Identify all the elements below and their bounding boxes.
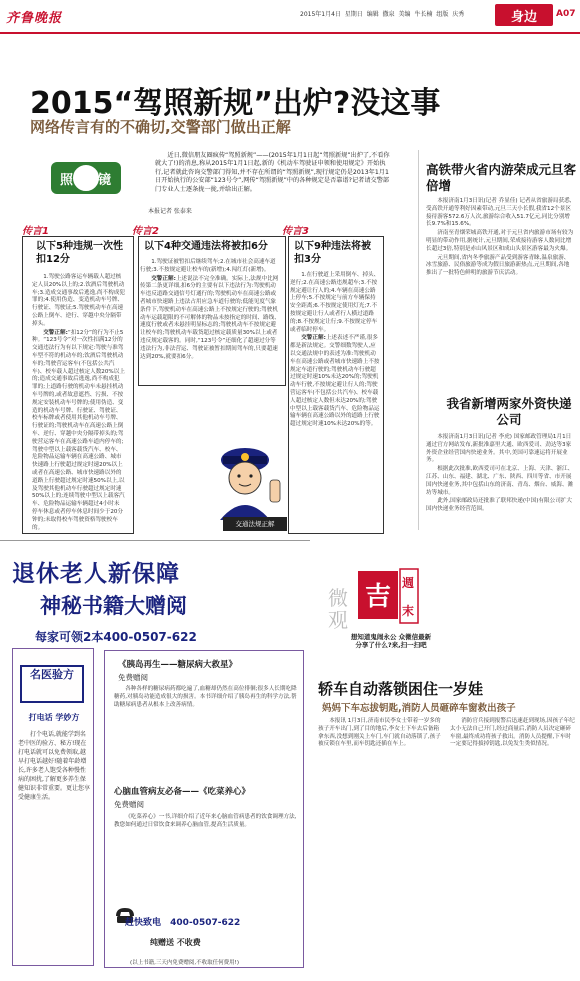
ad-left-title: 名医验方 — [20, 665, 84, 703]
paragraph: 元旦期间,省内冬季旅游产品受到游客青睐,温泉旅游、冰雪旅游、民俗旅游等成为假日旅游新热点,元旦期间,各地推出了一批特色鲜明的旅游节庆活动。 — [426, 254, 570, 277]
paragraph: 济南至青烟荣城高铁开通,对于元旦省内旅游市场有较为明显的带动作用,据统计,元旦期间,荣成接待游客人数同比增长超过3倍,特别是赤山风景区和成山头景区游客最为火爆。 — [426, 230, 574, 252]
svg-text:微: 微 — [328, 586, 348, 610]
ad-book-2-body: 《吃菜养心》一书,详细介绍了近年来心脑血管病患者的饮食调理方法,教您如何通过日常饮食来调养心脑血管,提高生活质量。 — [114, 814, 297, 828]
ad-left-body: 打个电话,就能学到名老中医的验方、秘方!现在打电话就可以免费领取,越早打电话越好!随着年龄增长,许多老人饱受各种慢性病的困扰,了解更多养生保健知识非常重要。更让您享受健康生活。 — [18, 731, 91, 801]
svg-text:镜: 镜 — [98, 173, 112, 188]
qr-promo-text: 想知道鬼闹永公 众微信最新分享了什么?来,扫一扫吧 — [350, 633, 432, 649]
rumor-2-heading: 以下4种交通违法将被扣6分 — [144, 241, 268, 252]
ad-footnote: (以上书籍,三天内免费赠阅,不收取任何费用!) — [130, 960, 239, 966]
rumor-2 — [132, 226, 280, 362]
rumor-2-answer-label: 交警正解: — [151, 275, 176, 282]
rumor-3-heading: 以下9种违法将被扣3分 — [294, 241, 371, 265]
story-high-speed-rail-title: 高铁带火省内游荣成元旦客倍增 — [426, 162, 577, 193]
rumor-2-answer: 上述说法不完全准确。实际上,法规中比网传第二条更详细,扣6分的主要有以下违法行为:驾驶机动车违反道路交通信号灯通行的;驾驶机动车在高速公路或者城市快速路上违法占用应急车道行驶的;低能见度气象条件下,驾驶机动车在高速公路上不按规定行驶的;驾驶机动车运载超限的不可解体的物品未按指定的时间、路线、速度行驶或者未悬挂明显标志的;驾驶机动车不按规定避让校车的;驾驶机动车载货超过核定载质量30%以上或者违反规定载客的。同时,“123号令”还细化了超速过分等违法行为,非法营运、驾驶证被暂扣期间驾车的,只要超速达到20%,就要扣6分。 — [140, 275, 280, 360]
police-officer-illustration — [190, 420, 300, 530]
svg-text:观: 观 — [328, 608, 348, 632]
main-subheadline: 网络传言有的不确切,交警部门做出正解 — [30, 118, 291, 136]
rumor-1-answer-label: 交警正解: — [43, 329, 68, 336]
svg-text:照: 照 — [60, 173, 74, 188]
story-high-speed-rail-body — [426, 198, 574, 279]
rumor-3-tag: 传言3 — [282, 226, 309, 237]
ad-free-label: 纯赠送 不收费 — [150, 938, 201, 947]
ad-left-call: 打电话 学妙方 — [28, 713, 80, 722]
page-number: A07 — [556, 9, 576, 19]
svg-text:吉: 吉 — [365, 582, 392, 612]
rumor-1-heading: 以下5种违规一次性扣12分 — [36, 241, 123, 265]
rumor-2-tag: 传言2 — [132, 226, 159, 237]
column-divider — [418, 150, 419, 530]
wechat-qr-promo — [318, 555, 423, 645]
story-express-title: 我省新增两家外资快递公司 — [446, 396, 572, 427]
ad-book-2-title: 心脑血管病友必备——《吃菜养心》 — [114, 787, 251, 797]
ad-book-1-body: 各种各样的糖尿病药都吃遍了,血糖却仍然在高位徘徊;很多人长期吃降糖药,对胰岛功能造成很大的损害。本书详细介绍了胰岛再生的科学方法,帮助糖尿病患者从根本上改善病情。 — [114, 686, 297, 708]
car-lock-story-title: 轿车自动落锁困住一岁娃 — [318, 680, 484, 698]
paragraph: 此外,国家邮政局还批准了联邦快递(中国)有限公司扩大国内快递业务经营范围。 — [426, 498, 572, 513]
svg-text:末: 末 — [402, 604, 415, 618]
rumor-2-body: 1.驾驶证被暂扣后继续驾车;2.在城市社会高速车道行驶;3.不按规定避让校车的(新增);4.闯红灯(新增)。 — [140, 259, 276, 273]
car-lock-story-col-1: 本报讯 1月3日,济南市民李女士带着一岁多的孩子开车出门,到了目的地后,李女士下车去后备箱拿东西,没想到刚关上车门,车门就自动落锁了,孩子被反锁在车里,而车钥匙还插在车上。 — [318, 718, 441, 748]
page-header — [0, 0, 580, 34]
edition-meta: 2015年1月4日 星期日 编辑 撒泉 美编 牛长楠 组版 庆秀 — [300, 11, 465, 18]
paragraph: 本报济南1月3日讯(记者 乔显佳) 记者从省旅游局获悉,受高铁开通等利好因素带动,元旦三天小长假,我省12个景区接待游客572.6万人次,旅游综合收入51.7亿元,同比分别增长9.7%和15.6%。 — [426, 198, 572, 228]
newspaper-logo: 齐鲁晚报 — [6, 11, 63, 26]
rumor-1-tag: 传言1 — [22, 226, 49, 237]
mirror-stamp-icon — [50, 158, 122, 198]
ad-book-2-free: 免费赠阅 — [114, 800, 144, 809]
paragraph: 根据此次批准,欧西爱司可在北京、上海、天津、浙江、江苏、山东、福建、湖北、广东、陕西、四川等省、市开展国内快递业务,其中包括山东的济南、青岛、烟台、威海、潍坊等城市。 — [426, 466, 574, 496]
traffic-law-label: 交通法规正解 — [223, 517, 287, 531]
rumor-3-body: 1.在行驶道上采用倒车、掉头、逆行;2.在高速公路违规超车;3.不按规定避让行人的;4.车辆在高速公路上停车;5.不按规定与前方车辆保持安全距离;6.不按规定使用灯光;7.不按规定避让行人或者行人横过道路的;8.不按规定让行;9.不按规定停车或者临时停车。 — [290, 272, 380, 333]
ad-headline-2: 神秘书籍大赠阅 — [40, 594, 187, 618]
article-byline: 本报记者 张泰来 — [148, 208, 192, 215]
rumor-1 — [22, 226, 125, 533]
car-lock-story-subtitle: 妈妈下车忘拔钥匙,消防人员砸碎车窗救出孩子 — [322, 703, 516, 714]
section-badge: 身边 — [495, 4, 553, 26]
car-lock-story-col-2: 消防官兵接到报警后迅速赶到现场,因孩子年纪太小无法自己开门,经过商量后,消防人员决定砸碎车窗,最终成功将孩子救出。消防人员提醒,下车时一定要记得拔掉钥匙,以免发生类似情况。 — [450, 718, 575, 748]
main-headline: 2015“驾照新规”出炉?没这事 — [30, 86, 441, 121]
ad-phone-line: 每家可领2本400-0507-622 — [35, 630, 197, 644]
svg-text:週: 週 — [402, 576, 415, 590]
story-express-body — [426, 434, 574, 515]
rumor-1-answer: “扣12分”的行为不止5种。“123号令”对一次性扣满12分的交通违法行为有以下规定:驾驶与准驾车型不符的机动车的;饮酒后驾驶机动车的;驾驶营运客车(不包括公共汽车)、校车载人超过核定人数20%以上的;造成交通事故后逃逸,尚不构成犯罪的;上道路行驶的机动车未悬挂机动车号牌的,或者故意遮挡、污损、不按规定安装机动车号牌的;使用伪造、变造的机动车号牌、行驶证、驾驶证、校车标牌或者使用其他机动车号牌、行驶证的;驾驶机动车在高速公路上倒车、逆行、穿越中央分隔带掉头的;驾驶营运客车在高速公路车道内停车的;驾驶中型以上载客载货汽车、校车、危险物品运输车辆在高速公路、城市快速路上行驶超过规定时速20%以上或者在高速公路、城市快速路以外的道路上行驶超过规定时速50%以上,以及驾驶其他机动车行驶超过规定时速50%以上的;连续驾驶中型以上载客汽车、危险物品运输车辆超过4小时未停车休息或者停车休息时间少于20分钟的;未取得校车驾驶资格驾驶校车的。 — [32, 329, 125, 531]
rumor-1-body: 1.驾驶公路客运车辆载人超过核定人员20%以上的;2.饮酒后驾驶机动车;3.造成交通事故后逃逸,尚不构成犯罪的;4.使用伪造、变造机动车号牌、行驶证、驾驶证;5.驾驶机动车在高速公路上倒车、逆行、穿越中央分隔带掉头。 — [32, 274, 125, 327]
ad-book-1-title: 《胰岛再生——糖尿病大救星》 — [118, 660, 238, 670]
ad-tel — [125, 915, 295, 928]
ad-book-1-free: 免费赠阅 — [118, 673, 148, 682]
paragraph: 本报济南1月3日讯(记者 李虎) 国家邮政管理局1月1日通过官方网站发布,新批准嘉里大通、欧西爱司、劲达等3家外资企业经营国内快递业务。其中,美国可靠速运将开展业务。 — [426, 434, 572, 464]
article-intro: 近日,微信朋友圈疯传“驾照新规”——(2015年1月1日起“驾照新规”出炉了,不看你就大了!)的消息,称从2015年1月1日起,新的《机动车驾驶证申领和使用规定》开始执行,记者就此咨询交警部门得知,并不存在所谓的“驾照新规”,现行规定仍是2013年1月1日开始执行的公安部“123号令”,网传“驾照新规”中的各种规定是否靠谱?记者请交警部门专业人士逐条拢一拢,并给出正解。 — [155, 152, 390, 193]
ad-tel-label: 赶快致电 — [125, 918, 162, 928]
rumor-3-answer: 上述表述不严谨,很多都是新法规定。交警细数驾驶人,应以交通法规中的表述为准:驾驶机动车在高速公路或者城市快速路上不按规定车道行驶的;驾驶机动车行驶超过规定时速10%未达20%的;驾驶机动车行驶,不按规定避让行人的;驾驶营运客车(不包括公共汽车)、校车载人超过核定人数但未达20%的;驾驶中型以上载客载货汽车、危险物品运输车辆在高速公路以外的道路上行驶超过规定时速10%未达20%的等。 — [290, 335, 380, 428]
rumor-3-answer-label: 交警正解: — [301, 335, 326, 342]
ad-tel-number: 400-0507-622 — [170, 918, 241, 928]
ad-headline-1: 退休老人新保障 — [12, 561, 180, 587]
rumor-3 — [282, 226, 380, 430]
